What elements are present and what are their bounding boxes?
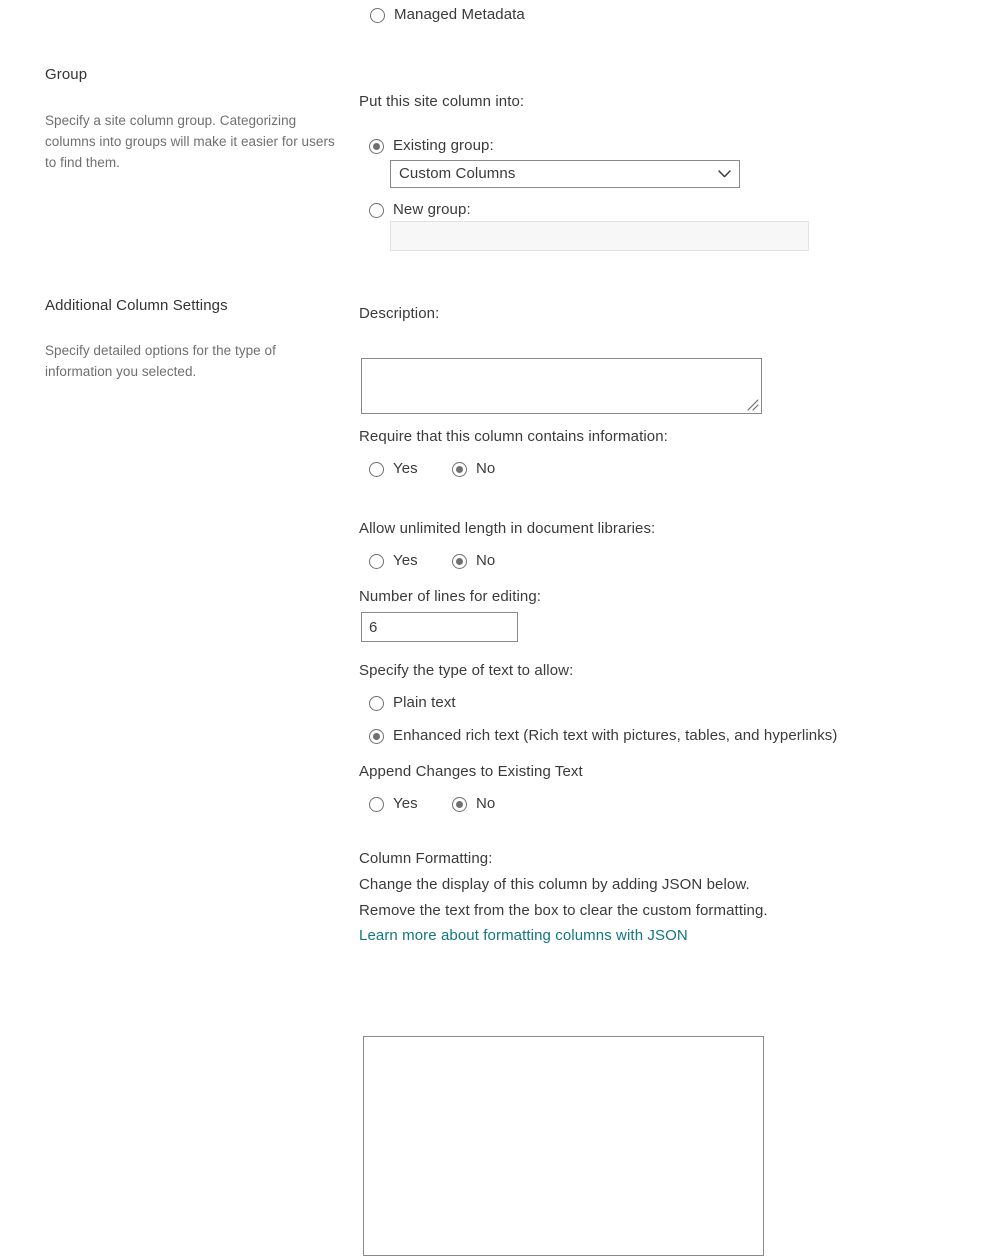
unlimited-length-yes-radio[interactable] — [369, 554, 384, 569]
require-info-no-label: No — [476, 460, 496, 477]
additional-settings-title: Additional Column Settings — [45, 297, 228, 314]
chevron-down-icon — [718, 170, 731, 178]
new-group-label: New group: — [393, 201, 471, 218]
append-changes-label: Append Changes to Existing Text — [359, 763, 583, 780]
require-info-no-radio[interactable] — [452, 462, 467, 477]
managed-metadata-label: Managed Metadata — [394, 6, 525, 23]
text-type-plain-option[interactable] — [369, 693, 456, 713]
existing-group-radio[interactable] — [369, 139, 384, 154]
new-group-radio[interactable] — [369, 203, 384, 218]
unlimited-length-label: Allow unlimited length in document libraries: — [359, 520, 656, 537]
append-changes-yes-radio[interactable] — [369, 797, 384, 812]
text-type-plain-label: Plain text — [393, 694, 456, 711]
text-type-rich-option[interactable] — [369, 726, 838, 746]
existing-group-dropdown-value: Custom Columns — [399, 165, 516, 182]
text-type-label: Specify the type of text to allow: — [359, 662, 574, 679]
learn-more-json-link[interactable]: Learn more about formatting columns with JSON — [359, 927, 688, 944]
append-changes-no-option[interactable] — [452, 794, 495, 814]
require-info-no-option[interactable] — [452, 459, 495, 479]
unlimited-length-no-option[interactable] — [452, 551, 495, 571]
text-type-rich-radio[interactable] — [369, 729, 384, 744]
require-info-yes-option[interactable] — [369, 459, 418, 479]
column-formatting-line-2: Remove the text from the box to clear the custom formatting. — [359, 902, 768, 919]
append-changes-no-label: No — [476, 795, 496, 812]
managed-metadata-radio[interactable] — [370, 8, 385, 23]
existing-group-dropdown[interactable] — [390, 160, 740, 188]
group-section-description: Specify a site column group. Categorizing columns into groups will make it easier for users to find them. — [45, 113, 335, 170]
require-info-label: Require that this column contains information: — [359, 428, 668, 445]
put-site-column-into-label: Put this site column into: — [359, 93, 525, 110]
text-type-plain-radio[interactable] — [369, 696, 384, 711]
unlimited-length-yes-option[interactable] — [369, 551, 418, 571]
require-info-yes-label: Yes — [393, 460, 418, 477]
new-group-option[interactable] — [369, 200, 471, 220]
number-of-lines-value: 6 — [369, 618, 378, 636]
column-formatting-heading: Column Formatting: — [359, 850, 493, 867]
group-section-title: Group — [45, 66, 88, 83]
new-group-input[interactable] — [390, 221, 809, 251]
unlimited-length-no-radio[interactable] — [452, 554, 467, 569]
column-formatting-json-textarea[interactable] — [363, 1036, 764, 1256]
existing-group-label: Existing group: — [393, 137, 494, 154]
additional-settings-description: Specify detailed options for the type of information you selected. — [45, 343, 276, 379]
unlimited-length-yes-label: Yes — [393, 552, 418, 569]
description-textarea[interactable] — [361, 358, 762, 414]
column-formatting-line-1: Change the display of this column by adding JSON below. — [359, 876, 750, 893]
existing-group-option[interactable] — [369, 136, 494, 156]
option-managed-metadata[interactable] — [370, 5, 525, 25]
unlimited-length-no-label: No — [476, 552, 496, 569]
description-label: Description: — [359, 305, 440, 322]
number-of-lines-label: Number of lines for editing: — [359, 588, 542, 605]
require-info-yes-radio[interactable] — [369, 462, 384, 477]
append-changes-no-radio[interactable] — [452, 797, 467, 812]
append-changes-yes-option[interactable] — [369, 794, 418, 814]
append-changes-yes-label: Yes — [393, 795, 418, 812]
resize-handle-icon[interactable] — [746, 398, 759, 411]
number-of-lines-input[interactable] — [361, 612, 518, 642]
text-type-rich-label: Enhanced rich text (Rich text with pictures, tables, and hyperlinks) — [393, 727, 838, 744]
